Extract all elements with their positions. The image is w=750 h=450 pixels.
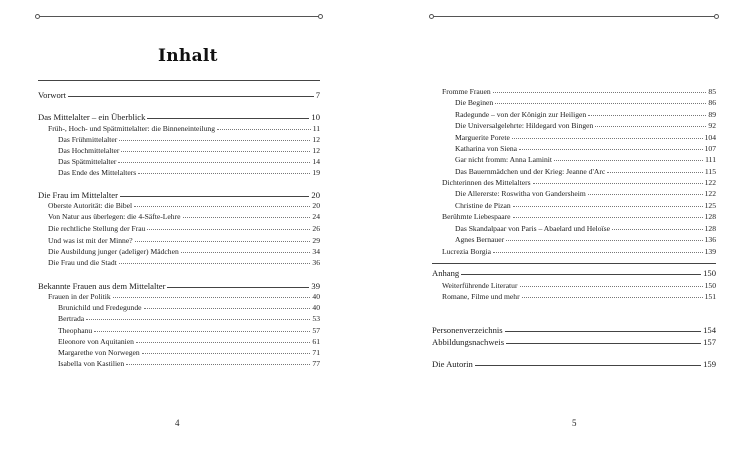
toc-entry[interactable]: Radegunde – von der Königin zur Heiligen 89: [455, 110, 716, 119]
toc-entry[interactable]: Katharina von Siena 107: [455, 144, 716, 153]
toc-entry[interactable]: Oberste Autorität: die Bibel 20: [48, 201, 320, 210]
toc-entry[interactable]: Das Frühmittelalter 12: [58, 135, 320, 144]
section-divider: [38, 80, 320, 81]
toc-entry[interactable]: Die Autorin 159: [432, 359, 716, 369]
toc-entry[interactable]: Berühmte Liebespaare 128: [442, 212, 716, 221]
toc-entry[interactable]: Früh-, Hoch- und Spätmittelalter: die Binneneinteilung 11: [48, 124, 320, 133]
page-number: 5: [572, 418, 577, 428]
toc-entry[interactable]: Eleonore von Aquitanien 61: [58, 337, 320, 346]
toc-entry[interactable]: Von Natur aus überlegen: die 4-Säfte-Lehre 24: [48, 212, 320, 221]
toc-entry[interactable]: Theophanu 57: [58, 326, 320, 335]
top-ornament-line: [38, 16, 320, 17]
toc-entry[interactable]: Die Frau im Mittelalter 20: [38, 190, 320, 200]
toc-entry[interactable]: Das Hochmittelalter 12: [58, 146, 320, 155]
toc-entry[interactable]: Marguerite Porete 104: [455, 133, 716, 142]
toc-entry[interactable]: Margarethe von Norwegen 71: [58, 348, 320, 357]
toc-entry[interactable]: Lucrezia Borgia 139: [442, 247, 716, 256]
toc-entry[interactable]: Die Allererste: Roswitha von Gandersheim 122: [455, 189, 716, 198]
toc-entry[interactable]: Frauen in der Politik 40: [48, 292, 320, 301]
section-divider: [432, 263, 716, 264]
toc-entry[interactable]: Das Mittelalter – ein Überblick 10: [38, 112, 320, 122]
toc-entry[interactable]: Das Bauernmädchen und der Krieg: Jeanne d'Arc 115: [455, 167, 716, 176]
toc-entry[interactable]: Fromme Frauen 85: [442, 87, 716, 96]
toc-entry[interactable]: Das Ende des Mittelalters 19: [58, 168, 320, 177]
toc-entry[interactable]: Agnes Bernauer 136: [455, 235, 716, 244]
toc-entry[interactable]: Anhang 150: [432, 268, 716, 278]
toc-entry[interactable]: Dichterinnen des Mittelalters 122: [442, 178, 716, 187]
toc-entry[interactable]: Christine de Pizan 125: [455, 201, 716, 210]
toc-entry[interactable]: Isabella von Kastilien 77: [58, 359, 320, 368]
toc-entry[interactable]: Und was ist mit der Minne? 29: [48, 236, 320, 245]
toc-entry[interactable]: Die Frau und die Stadt 36: [48, 258, 320, 267]
toc-entry[interactable]: Bekannte Frauen aus dem Mittelalter 39: [38, 281, 320, 291]
toc-entry[interactable]: Gar nicht fromm: Anna Laminit 111: [455, 155, 716, 164]
toc-entry[interactable]: Die rechtliche Stellung der Frau 26: [48, 224, 320, 233]
toc-entry[interactable]: Das Skandalpaar von Paris – Abaelard und Heloïse 128: [455, 224, 716, 233]
toc-entry[interactable]: Die Beginen 86: [455, 98, 716, 107]
page-number: 4: [175, 418, 180, 428]
toc-entry[interactable]: Brunichild und Fredegunde 40: [58, 303, 320, 312]
toc-entry[interactable]: Weiterführende Literatur 150: [442, 281, 716, 290]
toc-entry[interactable]: Abbildungsnachweis 157: [432, 337, 716, 347]
toc-entry[interactable]: Personenverzeichnis 154: [432, 325, 716, 335]
top-ornament-line: [432, 16, 716, 17]
toc-entry[interactable]: Die Ausbildung junger (adeliger) Mädchen 34: [48, 247, 320, 256]
toc-entry[interactable]: Romane, Filme und mehr 151: [442, 292, 716, 301]
toc-entry[interactable]: Bertrada 53: [58, 314, 320, 323]
toc-entry[interactable]: Das Spätmittelalter 14: [58, 157, 320, 166]
page-title: Inhalt: [158, 46, 218, 66]
toc-entry[interactable]: Die Universalgelehrte: Hildegard von Bingen 92: [455, 121, 716, 130]
right-page: [375, 0, 750, 450]
toc-entry[interactable]: Vorwort 7: [38, 90, 320, 100]
